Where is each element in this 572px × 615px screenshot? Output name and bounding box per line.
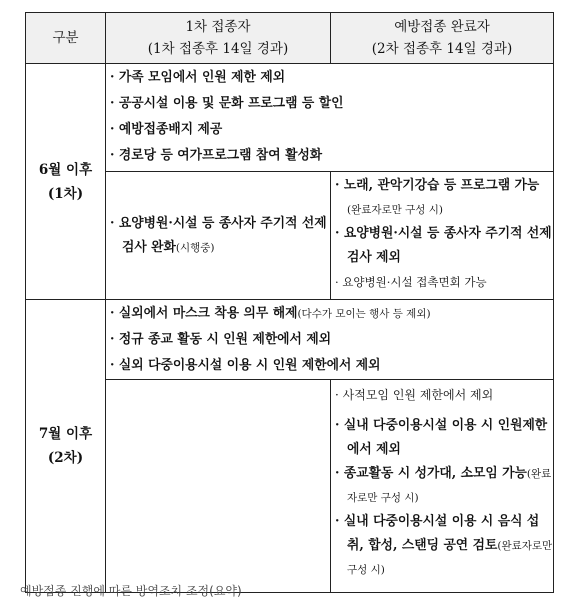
june-period-cell	[26, 64, 106, 300]
list-item: · 가족 모임에서 인원 제한 제외	[110, 70, 286, 85]
july-common-cell	[106, 300, 554, 380]
header-first-dose	[106, 13, 331, 64]
list-item: · 요양병원·시설 등 종사자 주기적 선제검사 완화(시행중)	[110, 215, 327, 255]
july-common-list	[106, 301, 553, 379]
list-item: · 실외 다중이용시설 이용 시 인원 제한에서 제외	[110, 358, 381, 373]
june-period-sub: (1차)	[47, 185, 84, 202]
measures-table-container	[25, 12, 553, 593]
list-item: · 공공시설 이용 및 문화 프로그램 등 할인	[110, 96, 344, 111]
june-first-dose-list	[106, 212, 330, 260]
list-item: · 종교활동 시 성가대, 소모임 가능(완료자로만 구성 시)	[335, 466, 552, 504]
header-first-dose-title: 1차 접종자	[185, 19, 251, 35]
july-first-dose-cell	[106, 380, 331, 593]
july-common-row	[26, 300, 554, 380]
june-split-row	[26, 172, 554, 300]
july-period-cell	[26, 300, 106, 593]
header-completed	[331, 13, 554, 64]
june-completed-list	[331, 174, 553, 294]
list-item: · 노래, 관악기강습 등 프로그램 가능(완료자로만 구성 시)	[335, 178, 540, 216]
list-item: · 정규 종교 활동 시 인원 제한에서 제외	[110, 332, 332, 347]
list-item: · 사적모임 인원 제한에서 제외	[335, 388, 494, 402]
table-caption: 예방접종 진행에 따른 방역조치 조정(요약)	[20, 584, 242, 598]
list-item: · 경로당 등 여가프로그램 참여 활성화	[110, 148, 323, 163]
june-common-cell	[106, 64, 554, 172]
list-item: · 요양병원·시설 등 종사자 주기적 선제검사 제외	[335, 226, 552, 265]
june-period-label: 6월 이후	[38, 161, 93, 178]
header-row	[26, 13, 554, 64]
june-first-dose-cell	[106, 172, 331, 300]
header-completed-title: 예방접종 완료자	[394, 19, 490, 35]
header-category-label: 구분	[52, 30, 79, 46]
list-item: · 실내 다중이용시설 이용 시 음식 섭취, 합성, 스탠딩 공연 검토(완료자로만 구성 시)	[335, 514, 553, 576]
header-completed-subtitle: (2차 접종후 14일 경과)	[371, 41, 513, 57]
measures-table	[25, 12, 554, 593]
june-completed-cell	[331, 172, 554, 300]
july-completed-list	[331, 382, 553, 582]
list-item: · 실내 다중이용시설 이용 시 인원제한에서 제외	[335, 418, 548, 457]
july-period-sub: (2차)	[47, 450, 84, 466]
list-item: · 요양병원·시설 접촉면회 가능	[335, 275, 487, 289]
june-common-list	[106, 65, 553, 169]
july-period-label: 7월 이후	[38, 426, 93, 442]
list-item: · 실외에서 마스크 착용 의무 해제(다수가 모이는 행사 등 제외)	[110, 306, 431, 321]
header-first-dose-subtitle: (1차 접종후 14일 경과)	[147, 41, 289, 57]
june-common-row	[26, 64, 554, 172]
july-completed-cell	[331, 380, 554, 593]
header-category	[26, 13, 106, 64]
july-split-row	[26, 380, 554, 593]
list-item: · 예방접종배지 제공	[110, 122, 223, 137]
